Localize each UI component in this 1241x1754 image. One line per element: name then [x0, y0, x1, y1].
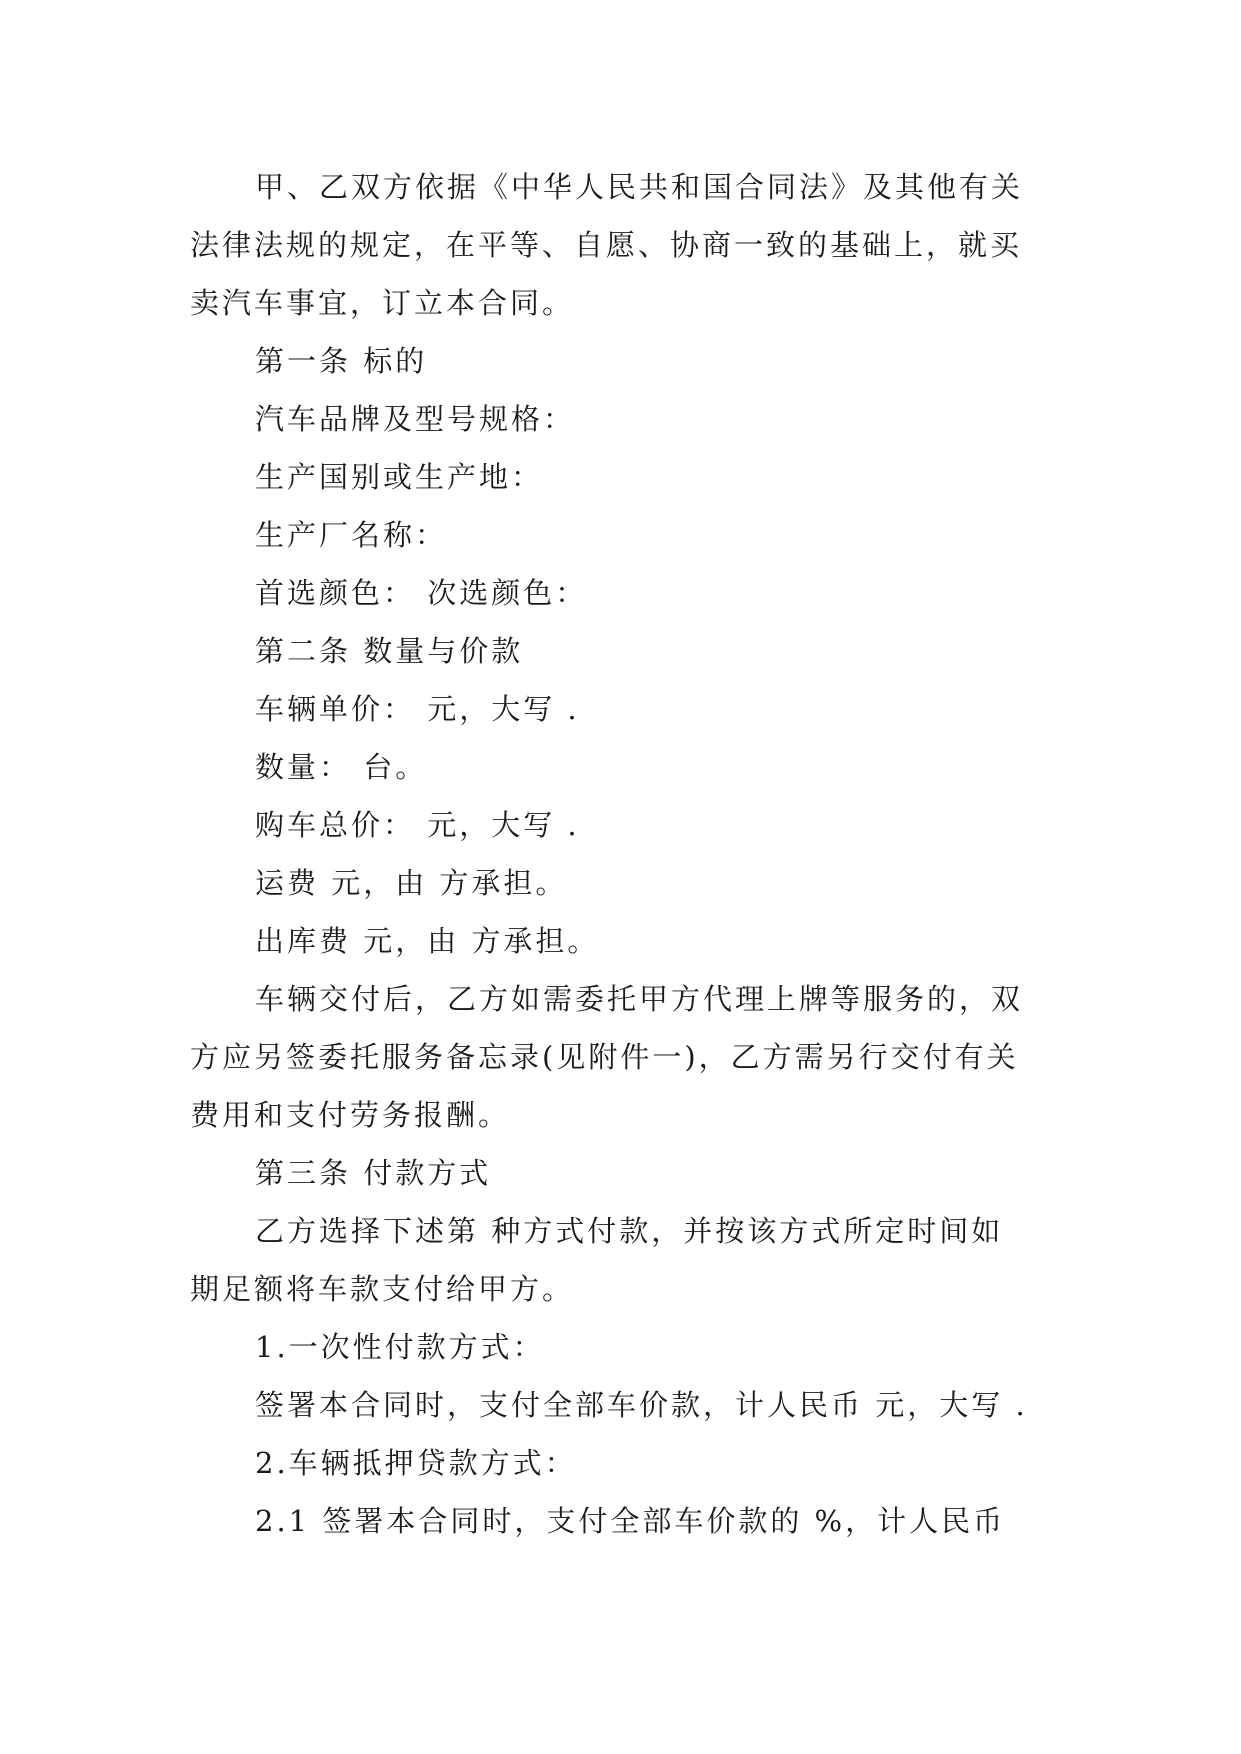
manufacturer-line: 生产厂名称： [255, 518, 448, 552]
delivery-service-paragraph: 车辆交付后，乙方如需委托甲方代理上牌等服务的，双 方应另签委托服务备忘录(见附件一)，乙方需另行交付有关 费用和支付劳务报酬。 [190, 982, 1024, 1132]
warehouse-fee-line: 出库费 元，由 方承担。 [255, 924, 600, 958]
total-price-line: 购车总价： 元，大写 . [255, 808, 580, 842]
preamble-paragraph: 甲、乙双方依据《中华人民共和国合同法》及其他有关 法律法规的规定，在平等、自愿、协商一致的基础上，就买 卖汽车事宜，订立本合同。 [190, 170, 1024, 320]
brand-model-line: 汽车品牌及型号规格： [255, 402, 576, 436]
payment-choice-paragraph: 乙方选择下述第 种方式付款，并按该方式所定时间如 期足额将车款支付给甲方。 [190, 1214, 1004, 1306]
quantity-line: 数量： 台。 [255, 750, 428, 784]
article-2-heading: 第二条 数量与价款 [255, 634, 524, 668]
article-3-heading: 第三条 付款方式 [255, 1156, 492, 1190]
mortgage-loan-heading: 2.车辆抵押贷款方式： [255, 1446, 577, 1480]
document-body [190, 158, 1050, 1550]
color-line: 首选颜色： 次选颜色： [255, 576, 588, 610]
lump-sum-line: 签署本合同时，支付全部车价款，计人民币 元，大写 . [255, 1388, 1028, 1422]
freight-line: 运费 元，由 方承担。 [255, 866, 568, 900]
article-1-heading: 第一条 标的 [255, 344, 428, 378]
lump-sum-heading: 1.一次性付款方式： [255, 1330, 545, 1364]
unit-price-line: 车辆单价： 元，大写 . [255, 692, 580, 726]
origin-country-line: 生产国别或生产地： [255, 460, 544, 494]
mortgage-clause-2-1: 2.1 签署本合同时，支付全部车价款的 %，计人民币 [255, 1504, 1006, 1538]
